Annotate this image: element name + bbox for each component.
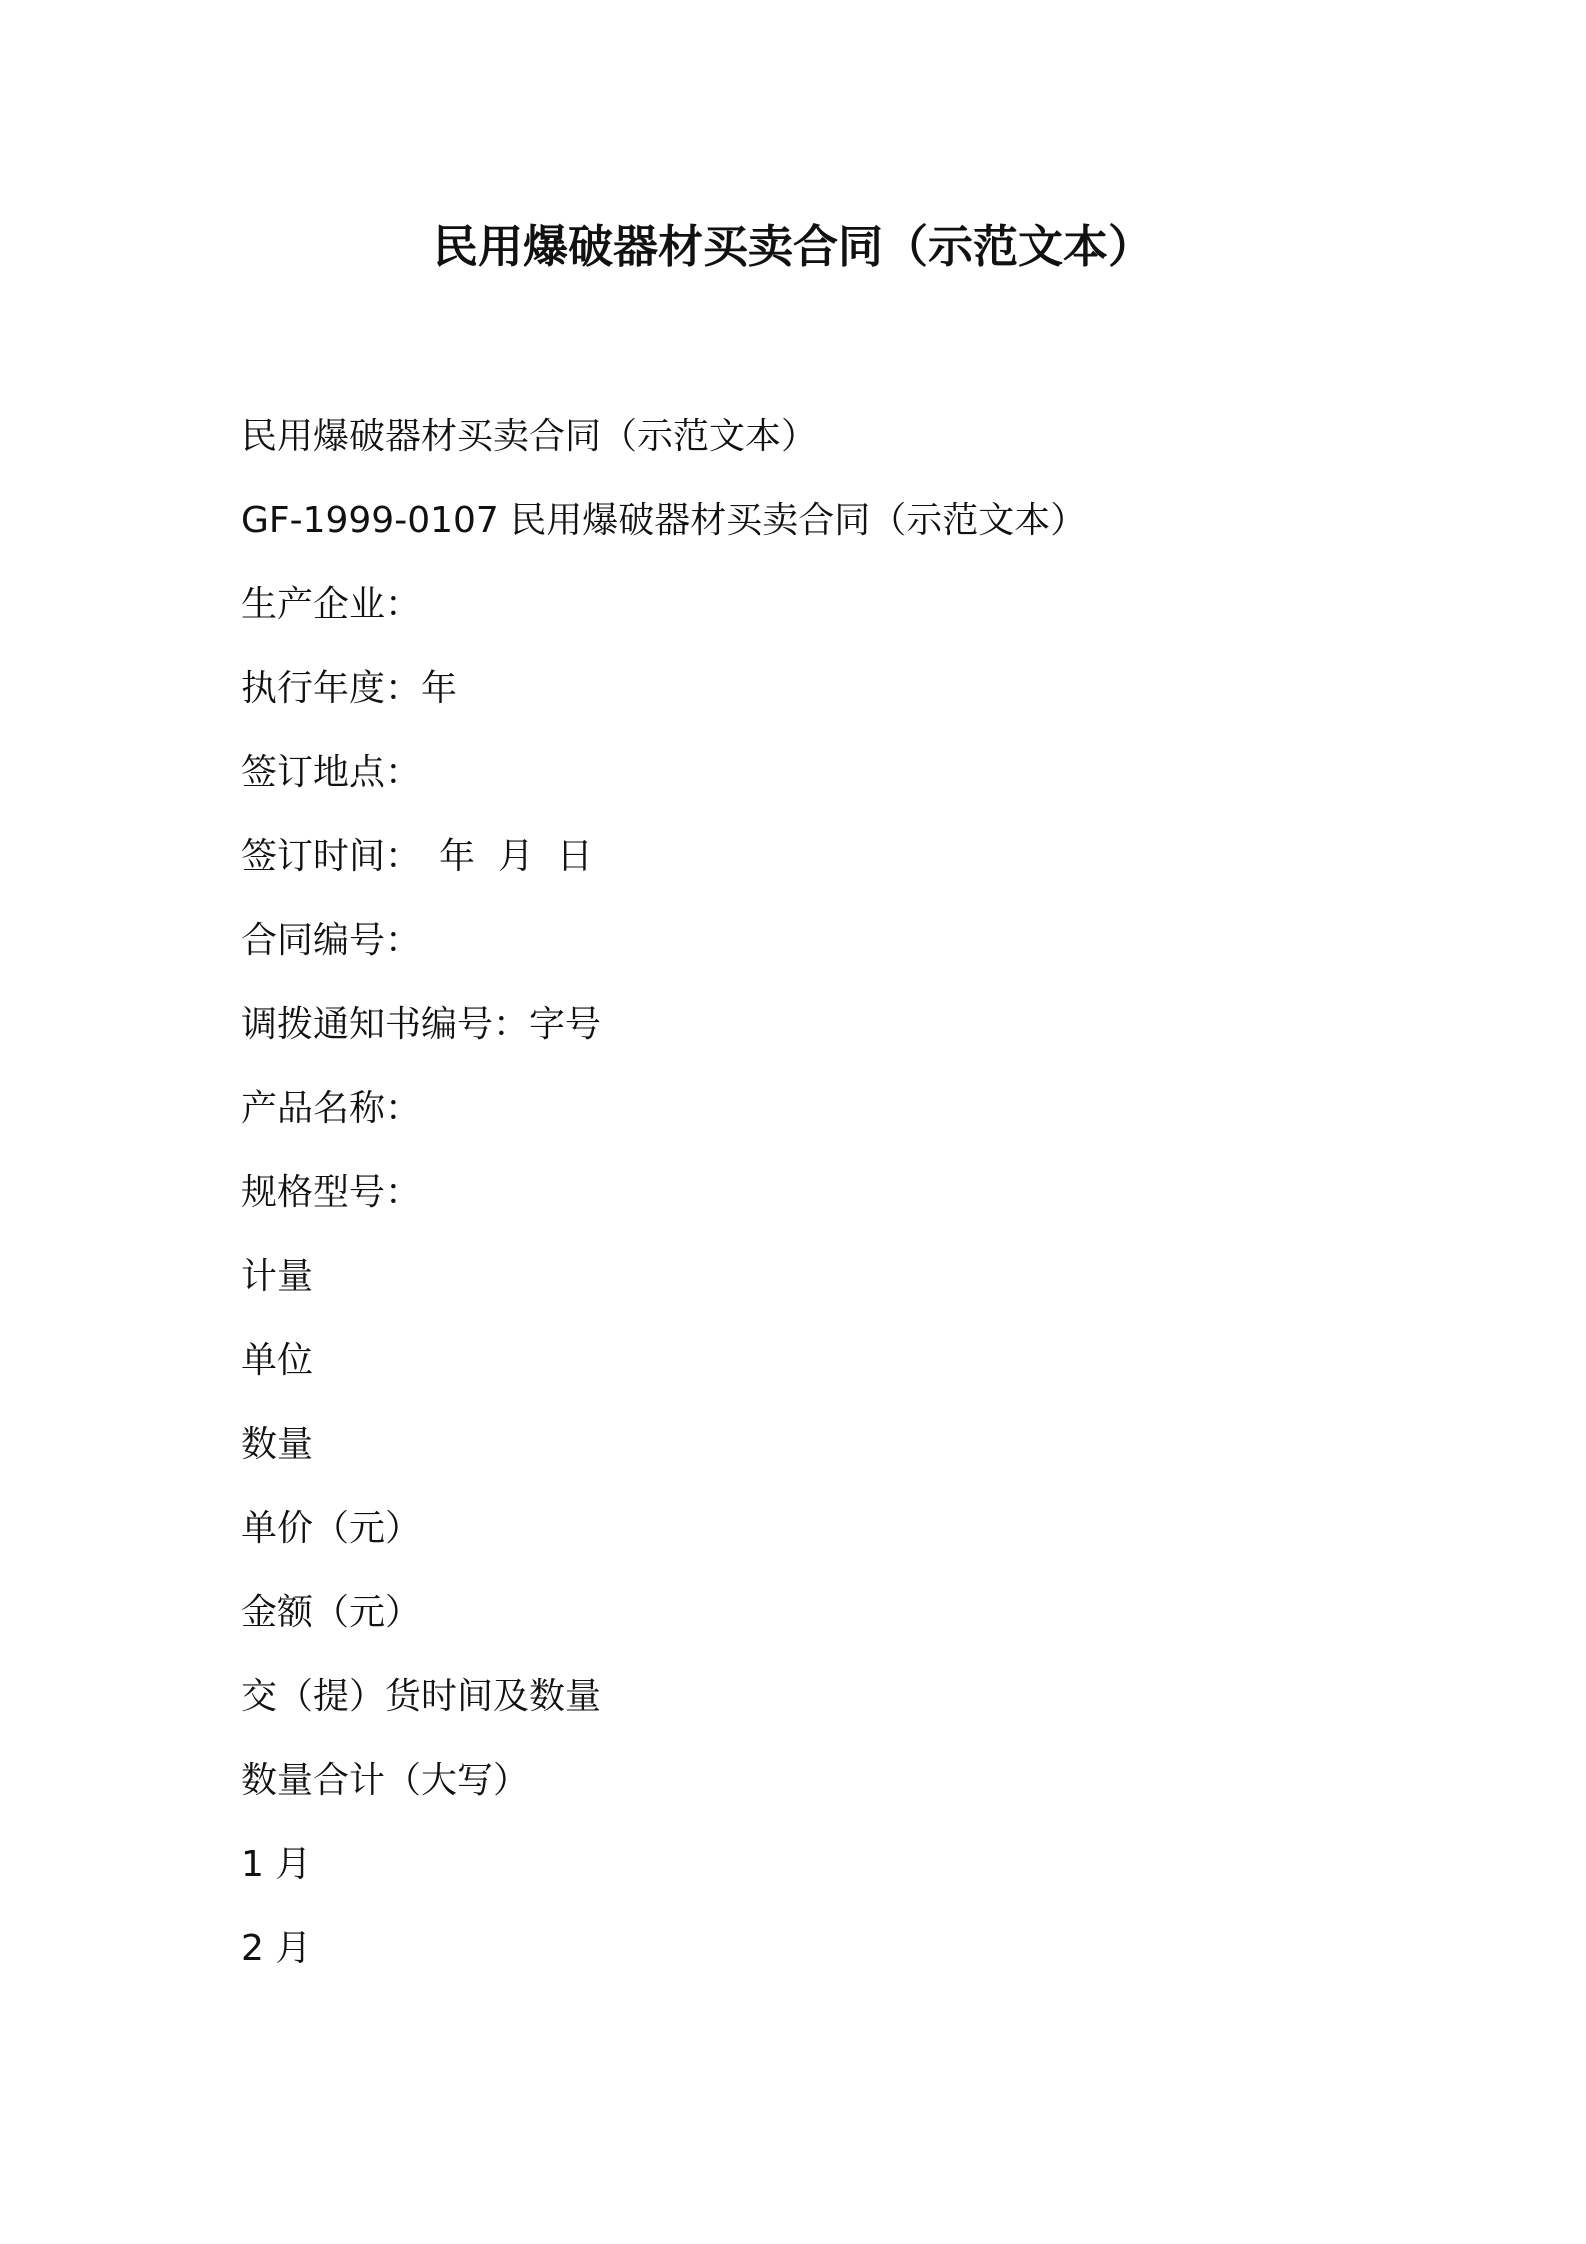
allocation-notice-number-field: 调拨通知书编号：字号: [241, 1004, 602, 1045]
quantity-label: 数量: [241, 1424, 314, 1465]
document-body: [241, 402, 1086, 1998]
measurement-label: 计量: [241, 1256, 314, 1297]
month-1-label: 1 月: [241, 1844, 312, 1885]
manufacturer-field: 生产企业：: [241, 584, 422, 625]
unit-price-label: 单价（元）: [241, 1508, 422, 1549]
product-name-field: 产品名称：: [241, 1088, 422, 1129]
contract-code-line: GF-1999-0107 民用爆破器材买卖合同（示范文本）: [241, 500, 1087, 541]
signing-date-field: 签订时间： 年 月 日: [241, 836, 593, 877]
total-quantity-label: 数量合计（大写）: [241, 1760, 530, 1801]
specification-model-field: 规格型号：: [241, 1172, 422, 1213]
execution-year-field: 执行年度：年: [241, 668, 458, 709]
signing-place-field: 签订地点：: [241, 752, 422, 793]
subtitle-line: 民用爆破器材买卖合同（示范文本）: [241, 416, 818, 457]
amount-label: 金额（元）: [241, 1592, 422, 1633]
delivery-time-quantity-label: 交（提）货时间及数量: [241, 1676, 602, 1717]
month-2-label: 2 月: [241, 1928, 312, 1969]
unit-label: 单位: [241, 1340, 314, 1381]
contract-number-field: 合同编号：: [241, 920, 422, 961]
document-title: 民用爆破器材买卖合同（示范文本）: [432, 220, 1153, 273]
